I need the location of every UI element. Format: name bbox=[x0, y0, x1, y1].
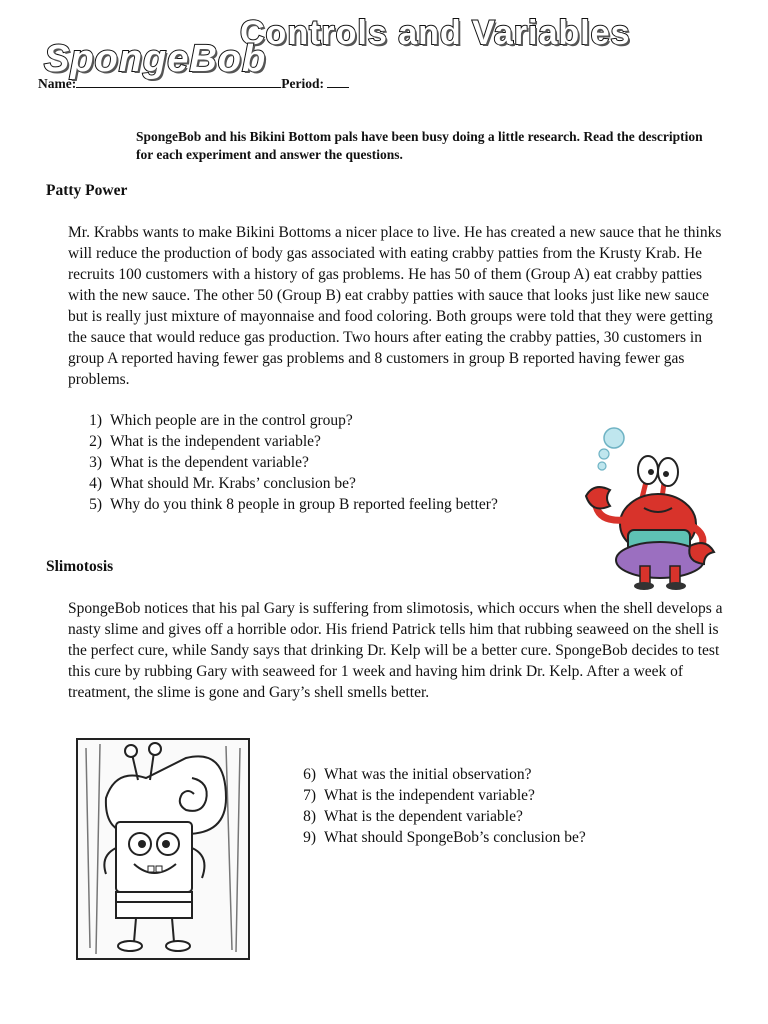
intro-text: SpongeBob and his Bikini Bottom pals have been busy doing a little research. Read the description for each experiment and answer the questions. bbox=[136, 129, 703, 162]
question-item: 5) Why do you think 8 people in group B reported feeling better? bbox=[89, 496, 498, 513]
section-paragraph-patty-power: Mr. Krabbs wants to make Bikini Bottoms a nicer place to live. He has created a new sauce that he thinks will reduce the production of body gas associated with eating crabby patties from the Krusty Krab. He recruits 100 customers with a history of gas problems. He has 50 of them (Group A) eat crabby patties with the new sauce. The other 50 (Group B) eat crabby patties with sauce that looks just like new sauce but is really just mixture of mayonnaise and food coloring. Both groups were told that they were getting the sauce that would reduce gas production. Two hours after eating the crabby patties, 30 customers in group A reported having fewer gas problems and 8 customers in group B reported having fewer gas problems. bbox=[68, 224, 722, 388]
mr-krabs-illustration bbox=[580, 426, 720, 592]
spongebob-gary-illustration bbox=[76, 738, 250, 960]
question-item: 3) What is the dependent variable? bbox=[89, 454, 309, 471]
question-list-patty-power bbox=[76, 410, 498, 515]
section-title-patty-power: Patty Power bbox=[46, 182, 128, 199]
question-item: 1) Which people are in the control group? bbox=[89, 412, 353, 429]
period-label: Period: bbox=[281, 76, 324, 91]
question-item: 4) What should Mr. Krabs’ conclusion be? bbox=[89, 475, 356, 492]
spongebob-logo: SpongeBob bbox=[44, 38, 267, 80]
worksheet-title: Controls and Variables bbox=[240, 14, 631, 52]
period-blank[interactable] bbox=[327, 76, 349, 88]
section-paragraph-slimotosis: SpongeBob notices that his pal Gary is suffering from slimotosis, which occurs when the shell develops a nasty slime and gives off a horrible odor. His friend Patrick tells him that rubbing seaweed on the shell is the perfect cure, while Sandy says that drinking Dr. Kelp will be a better cure. SpongeBob decides to test this cure by rubbing Gary with seaweed for 1 week and having him drink Dr. Kelp. After a week of treatment, the slime is gone and Gary’s shell smells better. bbox=[68, 600, 723, 701]
question-item: 7) What is the independent variable? bbox=[303, 787, 535, 804]
name-label: Name: bbox=[38, 76, 77, 91]
question-item: 2) What is the independent variable? bbox=[89, 433, 321, 450]
question-item: 6) What was the initial observation? bbox=[303, 766, 532, 783]
section-title-slimotosis: Slimotosis bbox=[46, 558, 114, 575]
question-item: 9) What should SpongeBob’s conclusion be? bbox=[303, 829, 586, 846]
question-item: 8) What is the dependent variable? bbox=[303, 808, 523, 825]
name-period-line bbox=[38, 76, 349, 92]
name-blank[interactable] bbox=[76, 76, 281, 88]
question-list-slimotosis bbox=[290, 764, 586, 848]
